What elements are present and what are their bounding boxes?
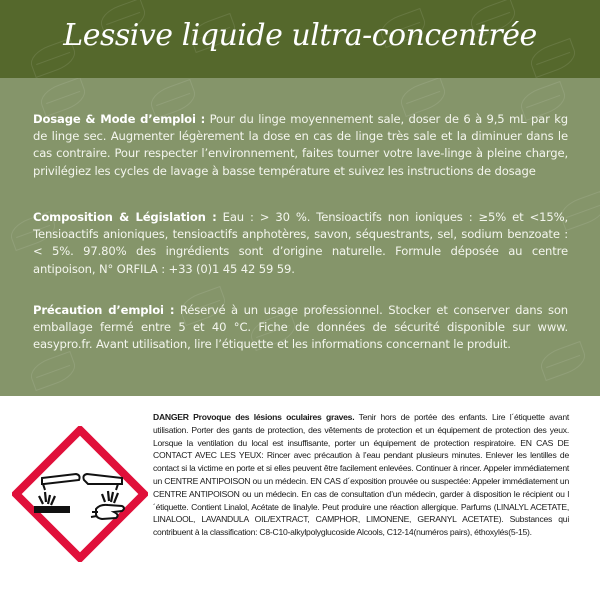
corrosive-ghs05-icon <box>12 426 148 562</box>
title-band <box>0 0 600 78</box>
composition-text: Eau : > 30 %. Tensioactifs non ioniques : ≥5% et <15%, Tensioactifs anioniques, tensioactifs anphotères, savon, séquestrants, sel, sodium benzoate : < 5%. 97.80% des ingrédients sont d’origine naturelle. Formule déposée au centre antipoison, N° ORFILA : +33 (0)1 45 42 59 59. <box>33 210 568 276</box>
dosage-text: Pour du linge moyennement sale, doser de 6 à 9,5 mL par kg de linge sec. Augmenter légèrement la dose en cas de linge très sale et la diminuer dans le cas contraire. Pour respecter l’environnement, faites tourner votre lave-linge à pleine charge, privilégiez les cycles de lavage à basse température et suivez les instructions de dosage <box>33 112 568 178</box>
info-band <box>0 78 600 396</box>
dosage-label: Dosage & Mode d’emploi : <box>33 112 206 126</box>
composition-label: Composition & Législation : <box>33 210 217 224</box>
danger-area <box>0 396 600 600</box>
hazard-statement <box>153 411 569 539</box>
hazard-text: Tenir hors de portée des enfants. Lire l´étiquette avant utilisation. Porter des gants de protection, des vêtements de protection et un équipement de protection des yeux. Lorsque la ventilation du local est insuffisante, porter un équipement de protection respiratoire. EN CAS DE CONTACT AVEC LES YEUX: Rincer avec précaution à l’eau pendant plusieurs minutes. Enlever les lentilles de contact si la victime en porte et si elles peuvent être facilement enlevées. Continuer à rincer. Appeler immédiatement un CENTRE ANTIPOISON ou un médecin. EN CAS d´exposition prouvée ou suspectée: Appeler immédiatement un CENTRE ANTIPOISON ou un médecin. En cas de consultation d’un médecin, garder à disposition le récipient ou l´étiquette. Contient Linalol, Acétate de linalyle. Peut produire une réaction allergique. Parfums (LINALYL ACETATE, LINALOOL, LAVANDULA OIL/EXTRACT, CAMPHOR, LIMONENE, GERANYL ACETATE). Substances qui contribuent à la classification: C8-C10-alkylpolyglucoside Alcools, C12-14(numéros pairs), éthoxylés(5-15). <box>153 412 569 538</box>
product-title: Lessive liquide ultra-concentrée <box>63 18 537 53</box>
leaf-decoration <box>27 351 79 391</box>
precaution-text: Réservé à un usage professionnel. Stocker et conserver dans son emballage fermé entre 5 et 40 °C. Fiche de données de sécurité disponible sur www. easypro.fr. Avant utilisation, lire l’étiquette et les informations concernant le produit. <box>33 303 568 352</box>
precaution-section <box>33 302 568 354</box>
precaution-label: Précaution d’emploi : <box>33 303 175 317</box>
dosage-section <box>33 111 568 180</box>
signal-word: DANGER Provoque des lésions oculaires graves. <box>153 412 355 422</box>
composition-section <box>33 209 568 278</box>
